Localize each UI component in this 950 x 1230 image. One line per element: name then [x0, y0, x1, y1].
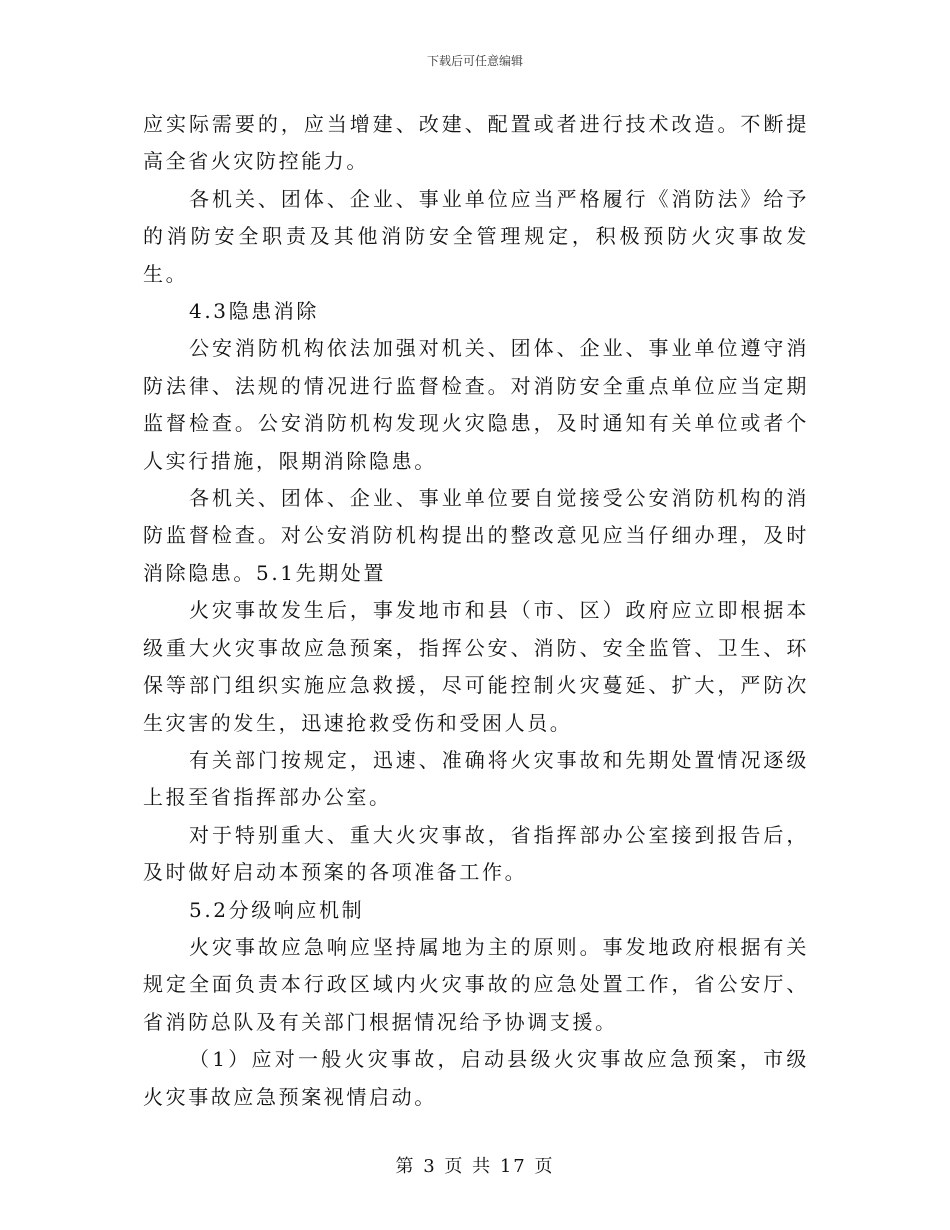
- paragraph: 各机关、团体、企业、事业单位应当严格履行《消防法》给予的消防安全职责及其他消防安全管理规定，积极预防火灾事故发生。: [143, 186, 809, 286]
- paragraph: 火灾事故应急响应坚持属地为主的原则。事发地政府根据有关规定全面负责本行政区域内火灾事故的应急处置工作，省公安厅、省消防总队及有关部门根据情况给予协调支援。: [143, 934, 809, 1034]
- paragraph: （1）应对一般火灾事故，启动县级火灾事故应急预案，市级火灾事故应急预案视情启动。: [143, 1047, 809, 1109]
- paragraph: 火灾事故发生后，事发地市和县（市、区）政府应立即根据本级重大火灾事故应急预案，指挥公安、消防、安全监管、卫生、环保等部门组织实施应急救援，尽可能控制火灾蔓延、扩大，严防次生灾害的发生，迅速抢救受伤和受困人员。: [143, 598, 809, 735]
- paragraph: 对于特别重大、重大火灾事故，省指挥部办公室接到报告后，及时做好启动本预案的各项准备工作。: [143, 822, 809, 885]
- paragraph: 应实际需要的，应当增建、改建、配置或者进行技术改造。不断提高全省火灾防控能力。: [143, 112, 809, 174]
- paragraph: 有关部门按规定，迅速、准确将火灾事故和先期处置情况逐级上报至省指挥部办公室。: [143, 747, 809, 810]
- page-number: 第 3 页 共 17 页: [395, 1156, 555, 1177]
- paragraph: 各机关、团体、企业、事业单位要自觉接受公安消防机构的消防监督检查。对公安消防机构提出的整改意见应当仔细办理，及时消除隐患。5.1先期处置: [143, 486, 809, 585]
- section-heading: 4.3隐患消除: [189, 299, 320, 324]
- page-header-note: 下载后可任意编辑: [426, 54, 523, 68]
- document-body: [143, 106, 809, 1116]
- paragraph: 公安消防机构依法加强对机关、团体、企业、事业单位遵守消防法律、法规的情况进行监督检查。对消防安全重点单位应当定期监督检查。公安消防机构发现火灾隐患，及时通知有关单位或者个人实行措施，限期消除隐患。: [143, 336, 809, 473]
- section-heading: 5.2分级响应机制: [189, 897, 365, 922]
